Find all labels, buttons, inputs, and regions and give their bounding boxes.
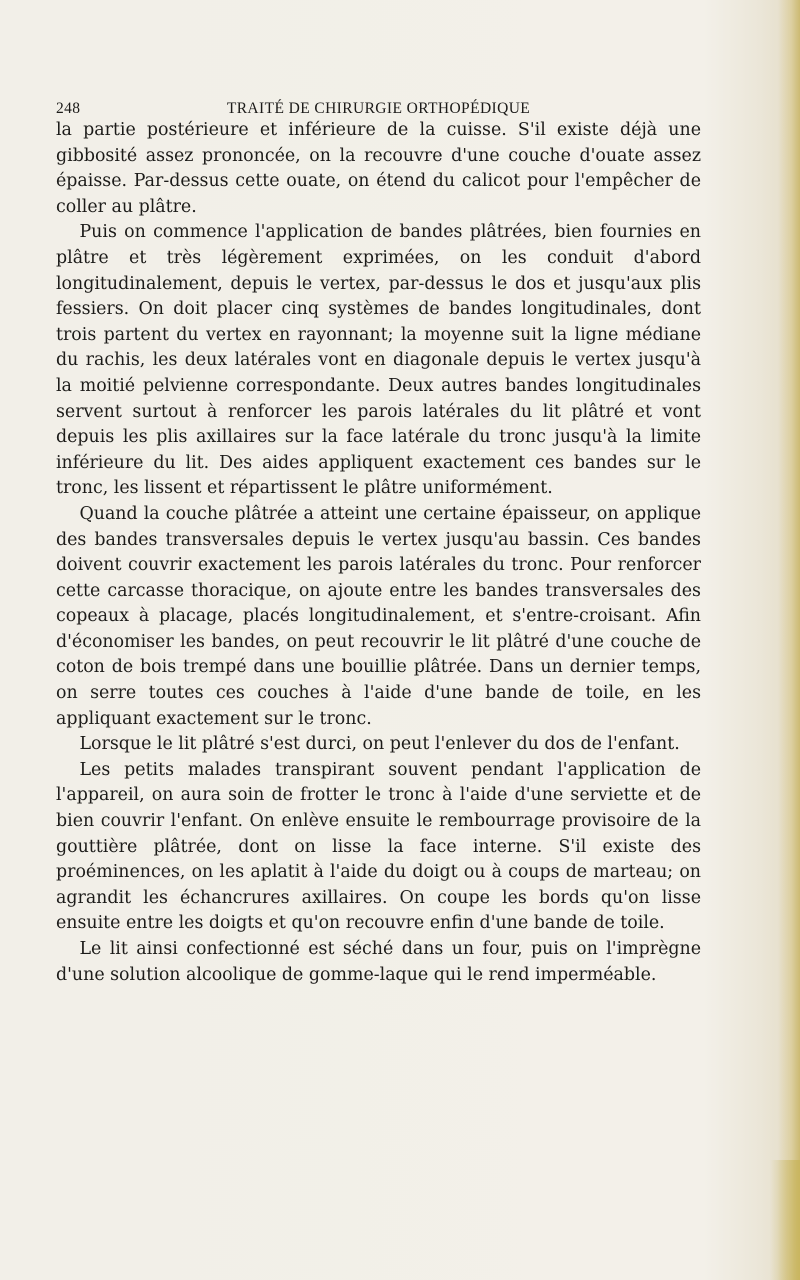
- paragraph-finition: Les petits malades transpirant souvent pendant l'application de l'appareil, on aura soin de frotter le tronc à l'aide d'une serviette et de bien couvrir l'enfant. On enlève ensuite le rembourrage provisoire de la gouttière plâtrée, dont on lisse la face interne. S'il existe des proéminences, on les aplatit à l'aide du doigt ou à coups de marteau; on agrandit les échancrures axillaires. On coupe les bords qu'on lisse ensuite entre les doigts et qu'on recouvre enfin d'une bande de toile.: [56, 759, 701, 934]
- page-edge-stain: [770, 1160, 800, 1280]
- paragraph-continuation: la partie postérieure et inférieure de la cuisse. S'il existe déjà une gibbosité assez prononcée, on la recouvre d'une couche d'ouate assez épaisse. Par-dessus cette ouate, on étend du calicot pour l'empêcher de coller au plâtre.: [56, 120, 701, 217]
- paragraph-bandes-longitudinales: Puis on commence l'application de bandes plâtrées, bien fournies en plâtre et très légèrement exprimées, on les conduit d'abord longitudinalement, depuis le vertex, par-dessus le dos et jusqu'aux plis fessiers. On doit placer cinq systèmes de bandes longitudinales, dont trois partent du vertex en rayonnant; la moyenne suit la ligne médiane du rachis, les deux latérales vont en diagonale depuis le vertex jusqu'à la moitié pelvienne correspondante. Deux autres bandes longitudinales servent surtout à renforcer les parois latérales du lit plâtré et vont depuis les plis axillaires sur la face latérale du tronc jusqu'à la limite inférieure du lit. Des aides appliquent exactement ces bandes sur le tronc, les lissent et répartissent le plâtre uniformément.: [56, 222, 701, 499]
- paragraph-enlevement: Lorsque le lit plâtré s'est durci, on peut l'enlever du dos de l'enfant.: [79, 734, 680, 755]
- paragraph-sechage: Le lit ainsi confectionné est séché dans un four, puis on l'imprègne d'une solution alcoolique de gomme-laque qui le rend imperméable.: [56, 939, 701, 985]
- page-number: 248: [56, 100, 81, 117]
- paragraph-bandes-transversales: Quand la couche plâtrée a atteint une certaine épaisseur, on applique des bandes transversales depuis le vertex jusqu'au bassin. Ces bandes doivent couvrir exactement les parois latérales du tronc. Pour renforcer cette carcasse thoracique, on ajoute entre les bandes transversales des copeaux à placage, placés longitudinalement, et s'entre-croisant. Afin d'économiser les bandes, on peut recouvrir le lit plâtré d'une couche de coton de bois trempé dans une bouillie plâtrée. Dans un dernier temps, on serre toutes ces couches à l'aide d'une bande de toile, en les appliquant exactement sur le tronc.: [56, 503, 701, 729]
- running-title: TRAITÉ DE CHIRURGIE ORTHOPÉDIQUE: [226, 100, 531, 117]
- body-text: [56, 118, 701, 988]
- page-edge-shadow: [778, 0, 800, 1280]
